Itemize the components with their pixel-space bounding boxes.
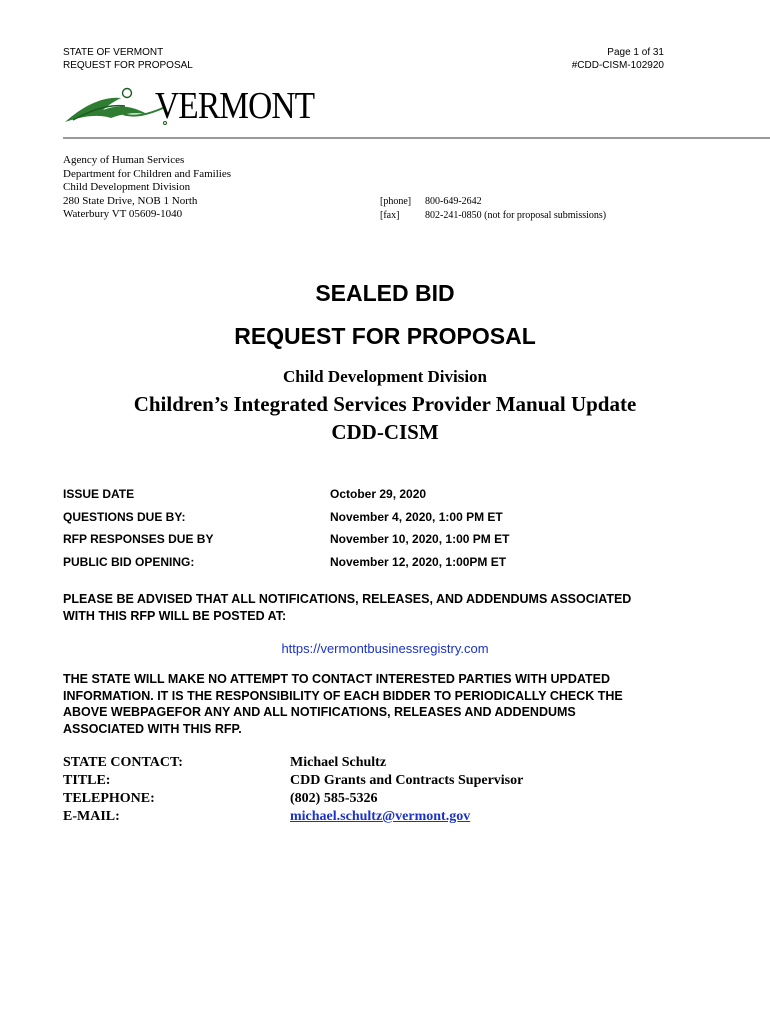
header-divider [63,137,770,139]
project-code: CDD-CISM [331,420,439,444]
title-row [63,773,623,791]
telephone-row [63,791,623,809]
email-link[interactable]: michael.schultz@vermont.gov [290,809,471,824]
notice-line: WITH THIS RFP WILL BE POSTED AT: [63,608,287,623]
page-number: Page 1 of 31 [607,47,664,58]
contact-value: (802) 585-5326 [290,791,378,806]
header-left [63,46,193,72]
contact-label: TITLE: [63,773,111,788]
phone-value: 800-649-2642 [425,196,482,207]
street-address: 280 State Drive, NOB 1 North [63,194,198,207]
header-doc-type: REQUEST FOR PROPOSAL [63,60,193,71]
vermont-logo [63,84,343,130]
division-name: Child Development Division [63,181,191,193]
fax-value: 802-241-0850 (not for proposal submissions) [425,209,607,221]
date-value: November 12, 2020, 1:00PM ET [330,555,507,569]
header-state: STATE OF VERMONT [63,47,164,58]
date-value: November 4, 2020, 1:00 PM ET [330,510,503,524]
division-title: Child Development Division [282,367,488,386]
contact-label: STATE CONTACT: [63,755,183,770]
responses-due-row [63,532,603,554]
posting-notice [63,591,753,624]
date-value: November 10, 2020, 1:00 PM ET [330,532,510,546]
city-address: Waterbury VT 05609-1040 [63,208,183,220]
notice-line: PLEASE BE ADVISED THAT ALL NOTIFICATIONS, RELEASES, AND ADDENDUMS ASSOCIATED [63,592,632,606]
date-label: QUESTIONS DUE BY: [63,510,186,524]
contact-value: CDD Grants and Contracts Supervisor [290,773,524,788]
phone-label: [phone] [380,196,412,207]
disclaimer-line: ASSOCIATED WITH THIS RFP. [63,721,242,736]
disclaimer-line: INFORMATION. IT IS THE RESPONSIBILITY OF EACH BIDDER TO PERIODICALLY CHECK THE [63,688,623,703]
agency-contact-labels [380,195,411,222]
email-row [63,809,623,827]
header-right [572,46,664,72]
contact-label: TELEPHONE: [63,791,155,806]
agency-address [63,154,231,222]
agency-contact-values [425,195,606,222]
disclaimer-line: ABOVE WEBPAGEFOR ANY AND ALL NOTIFICATIONS, RELEASES AND ADDENDUMS [63,705,576,719]
contact-value: Michael Schultz [290,755,387,770]
contact-label: E-MAIL: [63,809,120,824]
agency-name: Agency of Human Services [63,154,185,166]
date-label: PUBLIC BID OPENING: [63,555,195,569]
project-title: Children’s Integrated Services Provider Manual Update [133,392,637,416]
logo-wordmark: VERMONT [155,85,315,127]
disclaimer [63,671,763,737]
bid-opening-row [63,555,603,577]
questions-due-row [63,510,603,532]
doc-id: #CDD-CISM-102920 [571,60,664,71]
department-name: Department for Children and Families [63,167,232,180]
state-contact-row [63,755,623,773]
fax-label: [fax] [380,209,400,221]
date-value: October 29, 2020 [330,487,427,501]
date-label: RFP RESPONSES DUE BY [63,532,214,546]
registry-link[interactable]: https://vermontbusinessregistry.com [281,641,489,656]
date-label: ISSUE DATE [63,487,135,501]
sealed-bid-title: SEALED BID [315,280,455,306]
disclaimer-line: THE STATE WILL MAKE NO ATTEMPT TO CONTACT INTERESTED PARTIES WITH UPDATED [63,672,610,686]
rfp-title: REQUEST FOR PROPOSAL [234,323,536,349]
issue-date-row [63,487,603,509]
